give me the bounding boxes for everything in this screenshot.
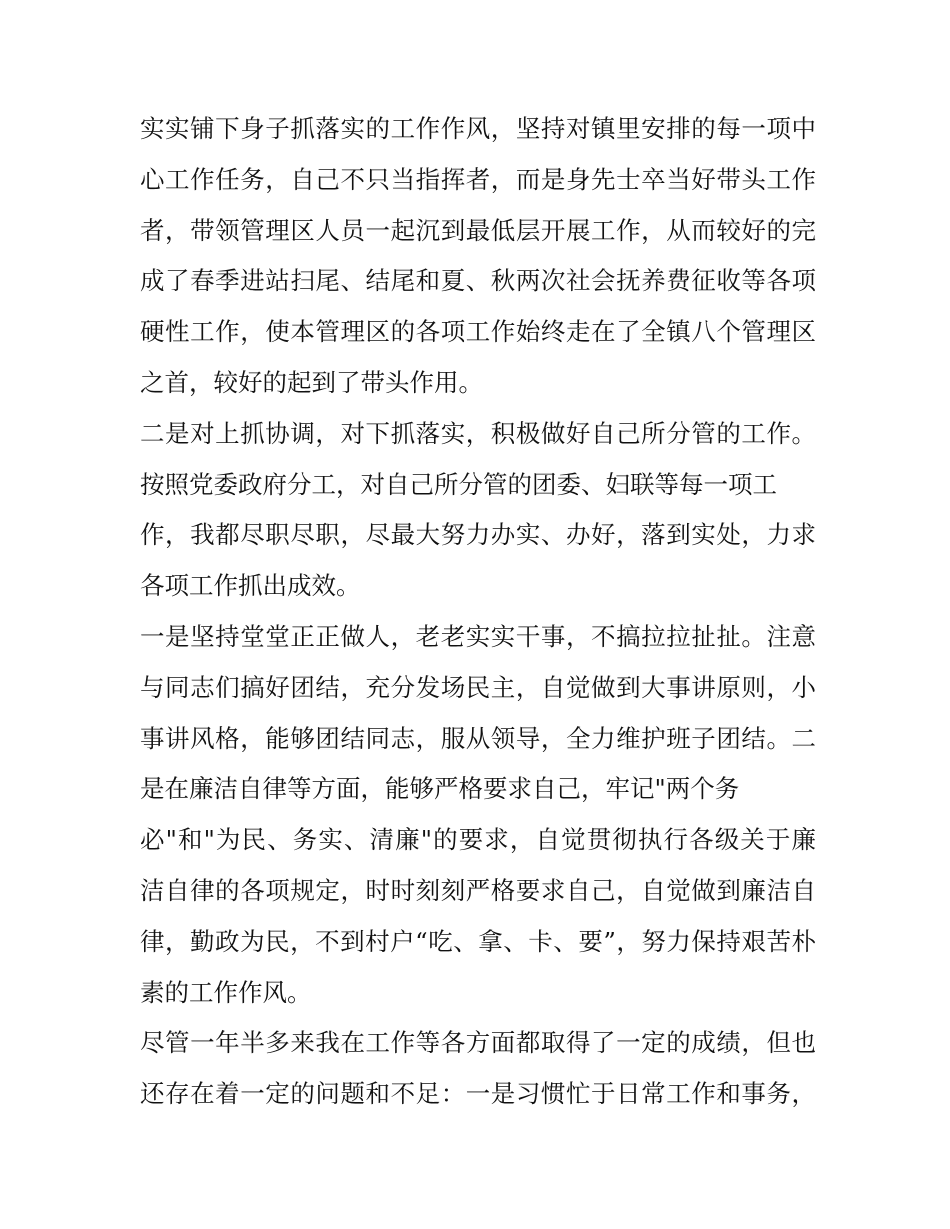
document-body <box>140 104 816 1120</box>
text-line: 者，带领管理区人员一起沉到最低层开展工作，从而较好的完 <box>140 215 816 245</box>
text-line: 实实铺下身子抓落实的工作作风，坚持对镇里安排的每一项中 <box>140 114 816 143</box>
text-line: 素的工作作风。 <box>140 977 312 1007</box>
text-line: 尽管一年半多来我在工作等各方面都取得了一定的成绩，但也 <box>140 1028 816 1058</box>
text-line: 之首，较好的起到了带头作用。 <box>140 367 483 397</box>
text-line: 作，我都尽职尽职，尽最大努力办实、办好，落到实处，力求 <box>140 520 816 550</box>
text-line: 一是坚持堂堂正正做人，老老实实干事，不搞拉拉扯扯。注意 <box>140 621 816 651</box>
text-line: 洁自律的各项规定，时时刻刻严格要求自己，自觉做到廉洁自 <box>140 875 816 905</box>
text-line: 律，勤政为民，不到村户“吃、拿、卡、要”，努力保持艰苦朴 <box>140 926 816 956</box>
text-line: 二是对上抓协调，对下抓落实，积极做好自己所分管的工作。 <box>140 418 816 448</box>
text-line: 按照党委政府分工，对自己所分管的团委、妇联等每一项工 <box>140 469 777 499</box>
text-line: 必"和"为民、务实、清廉"的要求，自觉贯彻执行各级关于廉 <box>140 825 816 855</box>
text-line: 事讲风格，能够团结同志，服从领导，全力维护班子团结。二 <box>140 723 816 753</box>
text-line: 与同志们搞好团结，充分发场民主，自觉做到大事讲原则，小 <box>140 672 816 702</box>
text-line: 是在廉洁自律等方面，能够严格要求自己，牢记"两个务 <box>140 774 740 804</box>
text-line: 心工作任务，自己不只当指挥者，而是身先士卒当好带头工作 <box>140 164 816 194</box>
text-line: 还存在着一定的问题和不足：一是习惯忙于日常工作和事务， <box>140 1079 816 1109</box>
text-line: 各项工作抓出成效。 <box>140 571 361 601</box>
text-line: 硬性工作，使本管理区的各项工作始终走在了全镇八个管理区 <box>140 317 816 347</box>
text-line: 成了春季进站扫尾、结尾和夏、秋两次社会抚养费征收等各项 <box>140 266 816 296</box>
